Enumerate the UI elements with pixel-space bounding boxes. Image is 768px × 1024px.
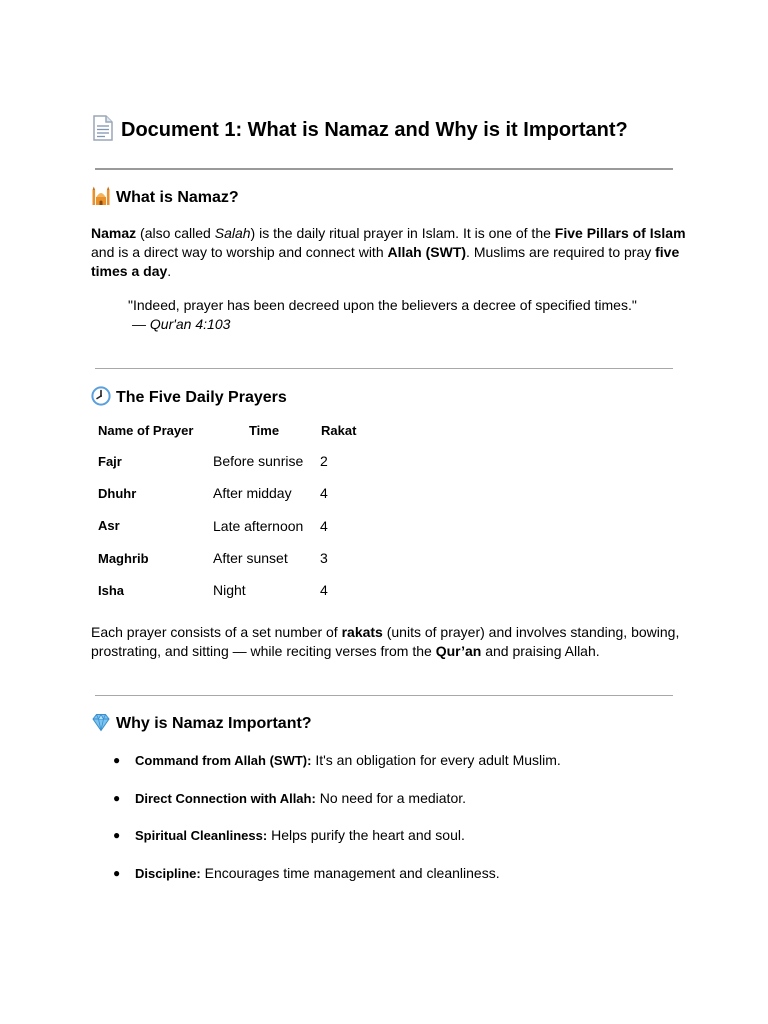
- prayer-name-cell: Maghrib: [98, 550, 149, 566]
- document-title-text: Document 1: What is Namaz and Why is it Important?: [121, 119, 628, 141]
- column-header: Name of Prayer: [98, 422, 194, 438]
- table-row: [91, 477, 371, 509]
- namaz-intro-paragraph: Namaz (also called Salah) is the daily ritual prayer in Islam. It is one of the Five Pillars of Islam and is a direct way to worship and connect with Allah (SWT). Muslims are required to pray five times a day.: [91, 225, 686, 279]
- heading-text: What is Namaz?: [116, 189, 239, 206]
- list-item: ● Discipline: Encourages time management and cleanliness.: [113, 864, 500, 881]
- heading-text: Why is Namaz Important?: [116, 715, 312, 732]
- divider: [95, 695, 673, 696]
- heading-what-is-namaz: [91, 186, 239, 209]
- table-row: [91, 574, 371, 606]
- table-header-row: [91, 415, 371, 445]
- importance-list: [107, 750, 561, 900]
- term-times-a-day: times a day: [91, 263, 168, 279]
- heading-text: The Five Daily Prayers: [116, 389, 287, 406]
- prayer-rakat-cell: 4: [320, 582, 328, 599]
- term-allah: Allah (SWT): [387, 244, 467, 260]
- quote-text: "Indeed, prayer has been decreed upon the believers a decree of specified times.": [128, 297, 637, 313]
- bullet-icon: ●: [113, 790, 121, 805]
- table-row: [91, 445, 371, 477]
- gem-icon: [91, 712, 111, 732]
- prayer-time-cell: Night: [213, 582, 246, 599]
- quote-source: — Qur'an 4:103: [132, 316, 231, 332]
- prayer-time-cell: Before sunrise: [213, 453, 304, 470]
- mosque-icon: [91, 186, 111, 206]
- prayer-rakat-cell: 4: [320, 485, 328, 502]
- term-five-pillars: Five Pillars of Islam: [554, 225, 686, 241]
- bullet-icon: ●: [113, 865, 121, 880]
- quran-quote: [128, 296, 637, 334]
- prayer-rakat-cell: 2: [320, 453, 328, 470]
- list-item: ● Spiritual Cleanliness: Helps purify the heart and soul.: [113, 827, 465, 843]
- bullet-icon: ●: [113, 828, 121, 842]
- prayer-rakat-cell: 4: [320, 517, 328, 534]
- term-rakats: rakats: [341, 624, 383, 640]
- bullet-icon: ●: [113, 753, 121, 767]
- term-namaz: Namaz: [91, 225, 137, 241]
- rakats-paragraph: Each prayer consists of a set number of rakats (units of prayer) and involves standing, bowing, prostrating, and sitting — while reciting verses from the Qur’an and praising Allah.: [91, 624, 680, 659]
- prayer-time-cell: After sunset: [213, 550, 288, 567]
- prayer-rakat-cell: 3: [320, 550, 328, 567]
- prayer-name-cell: Dhuhr: [98, 485, 137, 501]
- table-row: [91, 510, 371, 542]
- term-five: five: [655, 244, 680, 260]
- column-header: Rakat: [321, 422, 357, 438]
- column-header: Time: [248, 422, 280, 438]
- prayer-name-cell: Asr: [98, 518, 120, 534]
- heading-why-important: [91, 712, 312, 735]
- divider: [95, 368, 673, 369]
- list-item: ● Direct Connection with Allah: No need for a mediator.: [113, 789, 467, 806]
- document-title: [91, 114, 628, 146]
- clock-icon: [91, 386, 111, 406]
- table-row: [91, 542, 371, 574]
- prayer-time-cell: After midday: [213, 485, 292, 502]
- prayer-time-cell: Late afternoon: [213, 517, 304, 534]
- term-salah: Salah: [214, 225, 251, 241]
- page-icon: [91, 115, 115, 141]
- list-item: ● Command from Allah (SWT): It's an obligation for every adult Muslim.: [113, 752, 561, 768]
- prayer-name-cell: Fajr: [98, 453, 122, 469]
- divider: [95, 168, 673, 170]
- heading-five-daily-prayers: [91, 386, 287, 409]
- term-quran: Qur’an: [435, 643, 482, 659]
- prayers-table: [91, 415, 371, 606]
- prayer-name-cell: Isha: [98, 582, 125, 598]
